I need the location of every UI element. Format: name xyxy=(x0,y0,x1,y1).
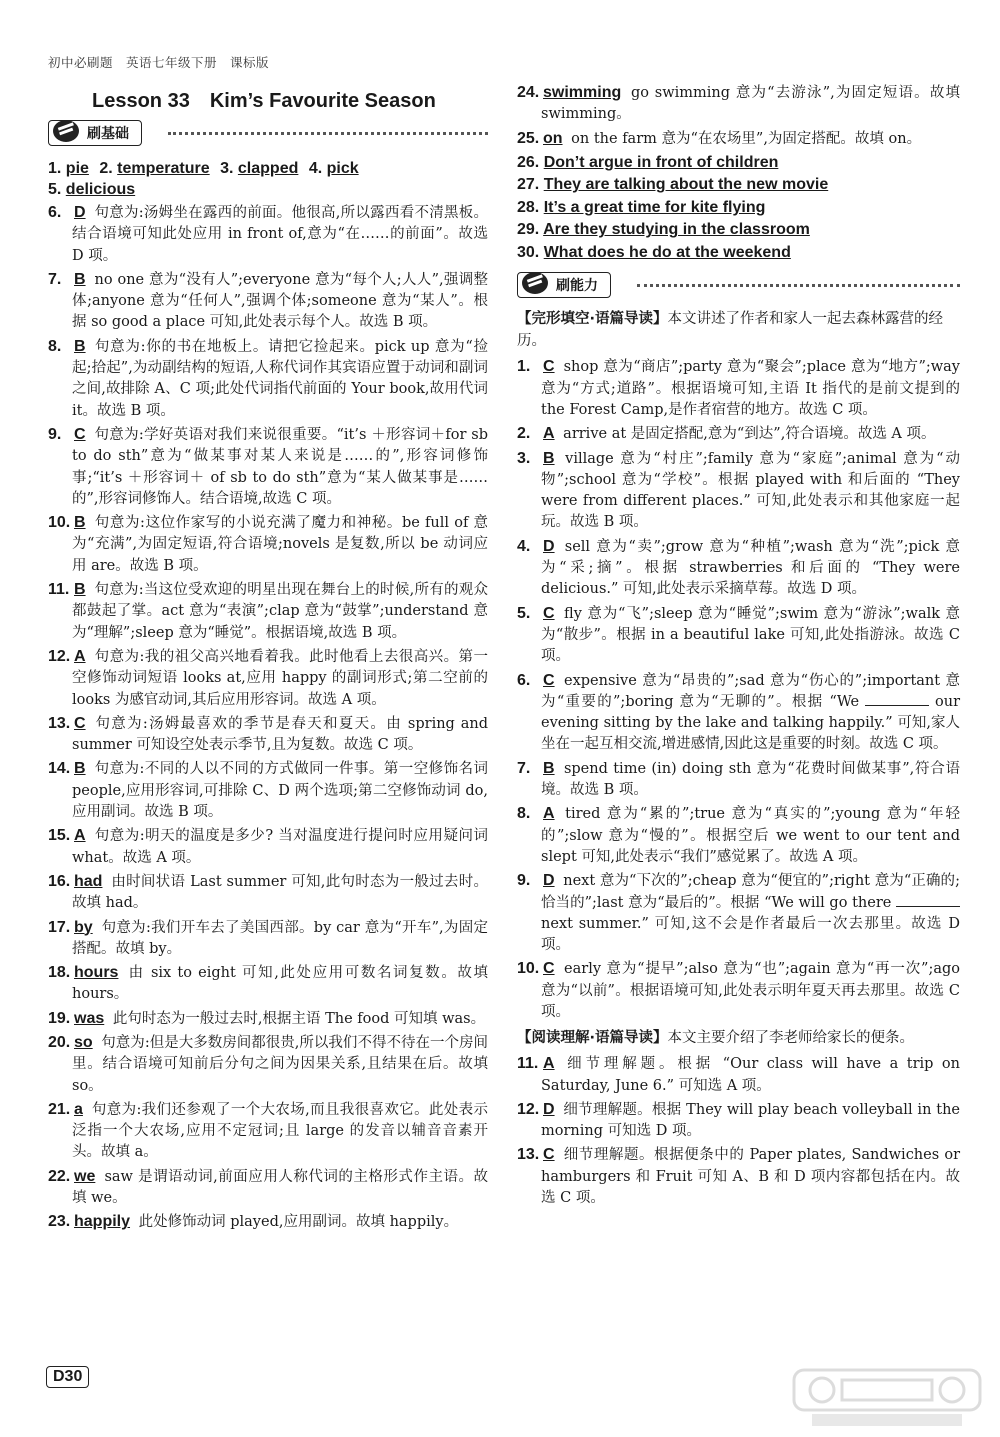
answer-item xyxy=(517,356,960,421)
answer-item xyxy=(517,670,960,756)
item-number: 10. xyxy=(48,514,71,532)
item-number: 12. xyxy=(517,1100,540,1118)
explanation: sell 意为“卖”;grow 意为“种植”;wash 意为“洗”;pick 意为“采;摘”。根据 strawberries 和后面的 “They were delicious.” 可知,此处表示采摘草莓。故选 D 项。 xyxy=(541,538,961,598)
answer-item xyxy=(517,82,960,126)
explanation: next 意为“下次的”;cheap 意为“便宜的”;right 意为“正确的;恰当的”;last 意为“最后的”。根据 “We will go there xyxy=(541,873,960,911)
reading-intro: 【阅读理解·语篇导读】本文主要介绍了李老师给家长的便条。 xyxy=(517,1030,915,1047)
item-number: 15. xyxy=(48,827,71,845)
section-title-ability: 刷能力 xyxy=(556,278,598,295)
answer-item xyxy=(517,1099,960,1143)
answer-item xyxy=(517,536,960,601)
item-number: 9. xyxy=(517,872,531,890)
answer: we xyxy=(74,1167,96,1185)
explanation: 由时间状语 Last summer 可知,此句时态为一般过去时。故填 had。 xyxy=(72,873,488,912)
item-number: 22. xyxy=(48,1167,71,1185)
answer: A xyxy=(543,1055,555,1073)
brush-icon xyxy=(520,269,550,297)
answer-item xyxy=(48,713,488,757)
answer: A xyxy=(74,827,86,845)
answer: It’s a great time for kite flying xyxy=(543,198,766,216)
answer: temperature xyxy=(117,160,210,177)
answer-item xyxy=(517,1144,960,1209)
dotted-divider xyxy=(637,284,960,287)
explanation: early 意为“提早”;also 意为“也”;again 意为“再一次”;ago 意为“以前”。根据语境可知,此处表示明年夏天再去那里。故选 C 项。 xyxy=(541,961,960,1020)
explanation: 句意为:你的书在地板上。请把它捡起来。pick up 意为“捡起;拾起”,为动副结构的短语,人称代词作其宾语应置于动词和副词之间,故排除 A、C 项;此处代词指代前面的 Your book,故用代词 it。故选 B 项。 xyxy=(72,338,488,419)
item-number: 16. xyxy=(48,872,71,890)
answer-item xyxy=(48,202,488,267)
answer: delicious xyxy=(65,181,136,198)
explanation: village 意为“村庄”;family 意为“家庭”;animal 意为“动物”;school 意为“学校”。根据 played with 和后面的 “They were from different places.” 可知,此处表示和其他家庭一起玩。故选 B 项。 xyxy=(541,450,960,531)
explanation: 由 six to eight 可知,此处应用可数名词复数。故填 hours。 xyxy=(72,965,488,1003)
answer: clapped xyxy=(237,160,299,177)
explanation: no one 意为“没有人”;everyone 意为“每个人;人人”,强调整体;anyone 意为“任何人”,强调个体;someone 意为“某人”。根据 so good a place 可知,此处表示每个人。故选 B 项。 xyxy=(72,271,489,331)
item-number: 9. xyxy=(48,425,62,443)
section-banner-basic xyxy=(48,120,488,146)
right-answer-list xyxy=(517,82,960,150)
answer-item xyxy=(48,336,488,422)
answer-item xyxy=(48,1008,488,1030)
answer: D xyxy=(543,1100,555,1118)
answer-item xyxy=(48,579,488,644)
sentence-answer-row: 28. It’s a great time for kite flying xyxy=(517,198,766,216)
answer-item xyxy=(48,1211,488,1233)
explanation: 句意为:我的祖父高兴地看着我。此时他看上去很高兴。第一空修饰动词短语 looks at,应用 happy 的副词形式;第二空前的 looks 为感官动词,其后应用形容词。故选 A 项。 xyxy=(72,648,489,708)
answer: D xyxy=(543,537,555,555)
answer: D xyxy=(74,204,86,221)
explanation: 句意为:我们还参观了一个大农场,而且我很喜欢它。此处表示泛指一个大农场,应用不定冠词;且 large 的发音以辅音音素开头。故填 a。 xyxy=(72,1101,488,1161)
answer: C xyxy=(543,960,555,978)
answer: B xyxy=(543,759,555,777)
explanation: 细节理解题。根据 “Our class will have a trip on Saturday, June 6.” 可知选 A 项。 xyxy=(541,1056,960,1094)
answer: B xyxy=(74,581,86,599)
answer: Are they studying in the classroom xyxy=(543,221,810,239)
sentence-answers xyxy=(517,152,960,265)
cloze-answer-list xyxy=(517,356,960,1023)
answer-item xyxy=(48,871,488,915)
answer: D xyxy=(543,872,555,890)
item-number: 11. xyxy=(517,1055,539,1073)
item-number: 25. xyxy=(517,129,540,147)
explanation: 细节理解题。根据 They will play beach volleyball in the morning 可知选 D 项。 xyxy=(541,1101,960,1140)
explanation: 句意为:明天的温度是多少? 当对温度进行提问时应用疑问词 what。故选 A 项。 xyxy=(72,828,488,866)
explanation: 句意为:汤姆最喜欢的季节是春天和夏天。由 spring and summer 可知设空处表示季节,且为复数。故选 C 项。 xyxy=(72,715,489,754)
answer-item xyxy=(48,1032,488,1097)
answer-item xyxy=(48,825,488,869)
item-number: 20. xyxy=(48,1033,71,1051)
dotted-divider xyxy=(168,132,488,135)
answer: C xyxy=(74,425,86,443)
section-banner-ability xyxy=(517,272,960,298)
cloze-intro: 【完形填空·语篇导读】本文讲述了作者和家人一起去森林露营的经历。 xyxy=(517,311,944,350)
item-number: 4. xyxy=(517,537,531,555)
answer: B xyxy=(74,760,86,778)
item-number: 1. xyxy=(517,358,531,376)
explanation: 细节理解题。根据便条中的 Paper plates, Sandwiches or hamburgers 和 Fruit 可知 A、B 和 D 项内容都包括在内。故选 C 项。 xyxy=(541,1147,960,1207)
book-header: 初中必刷题 英语七年级下册 课标版 xyxy=(48,55,270,70)
answer-item xyxy=(517,870,960,956)
sentence-answer-row: 30. What does he do at the weekend xyxy=(517,243,791,261)
answer: happily xyxy=(74,1213,131,1231)
answer-row-5: 5. delicious xyxy=(48,181,136,198)
item-number: 24. xyxy=(517,84,540,101)
explanation: 句意为:汤姆坐在露西的前面。他很高,所以露西看不清黑板。结合语境可知此处应用 in front of,意为“在……的前面”。故选 D 项。 xyxy=(72,205,488,264)
explanation: arrive at 是固定搭配,意为“到达”,符合语境。故选 A 项。 xyxy=(563,426,936,443)
answer: B xyxy=(74,337,86,355)
blank-line xyxy=(865,693,929,706)
answer-item xyxy=(48,1166,488,1210)
answer-item xyxy=(517,1053,960,1097)
left-column xyxy=(48,120,488,1236)
answer-item xyxy=(517,758,960,802)
answer: hours xyxy=(74,964,119,982)
answer: had xyxy=(74,872,103,890)
answer-item xyxy=(517,128,960,150)
answer-item xyxy=(48,512,488,577)
item-number: 5. xyxy=(517,604,531,622)
answer-item xyxy=(48,424,488,510)
section-title-basic: 刷基础 xyxy=(87,126,129,142)
page-number: D30 xyxy=(46,1366,89,1388)
explanation: shop 意为“商店”;party 意为“聚会”;place 意为“地方”;way 意为“方式;道路”。根据语境可知,主语 It 指代的是前文提到的 the Forest Camp,是作者宿营的地方。故选 C 项。 xyxy=(541,359,960,418)
reading-answer-list xyxy=(517,1053,960,1209)
answer-item xyxy=(517,803,960,868)
left-answer-list xyxy=(48,202,488,1234)
answer: C xyxy=(543,671,555,689)
answer: C xyxy=(74,714,86,732)
explanation: go swimming 意为“去游泳”,为固定短语。故填 swimming。 xyxy=(541,85,960,123)
answer: C xyxy=(543,604,555,622)
answer-item xyxy=(48,1099,488,1164)
item-number: 8. xyxy=(48,337,62,355)
sentence-answer-row: 29. Are they studying in the classroom xyxy=(517,221,810,239)
item-number: 18. xyxy=(48,964,71,982)
answer: swimming xyxy=(543,84,622,101)
explanation: 句意为:这位作家写的小说充满了魔力和神秘。be full of 意为“充满”,为固定短语,符合语境;novels 是复数,所以 be 动词应用 are。故选 B 项。 xyxy=(72,515,489,574)
answer: pick xyxy=(326,160,359,177)
answer-item xyxy=(48,917,488,961)
answer-item xyxy=(48,269,488,334)
item-number: 11. xyxy=(48,581,70,599)
answer: A xyxy=(543,425,555,443)
answer-item xyxy=(517,423,960,445)
item-number: 7. xyxy=(48,270,62,288)
item-number: 13. xyxy=(517,1146,540,1164)
explanation: our evening sitting by the lake and talking happily.” 可知,家人坐在一起互相交流,增进感情,因此这是重要的时刻。故选 C 项。 xyxy=(541,693,961,753)
answer-row-1-4: 1. pie 2. temperature 3. clapped 4. pick xyxy=(48,160,359,177)
answer-item xyxy=(48,962,488,1006)
explanation: tired 意为“累的”;true 意为“真实的”;young 意为“年轻的”;slow 意为“慢的”。根据空后 we went to our tent and slept 可知,此处表示“我们”感觉累了。故选 A 项。 xyxy=(541,806,961,865)
item-number: 12. xyxy=(48,647,71,665)
answer: B xyxy=(543,449,555,467)
item-number: 19. xyxy=(48,1009,71,1027)
answer-item xyxy=(517,958,960,1023)
explanation: 此句时态为一般过去时,根据主语 The food 可知填 was。 xyxy=(112,1010,486,1027)
right-column xyxy=(517,82,960,1211)
item-number: 7. xyxy=(517,759,531,777)
explanation: fly 意为“飞”;sleep 意为“睡觉”;swim 意为“游泳”;walk 意为“散步”。根据 in a beautiful lake 可知,此处指游泳。故选 C 项。 xyxy=(541,605,960,665)
answer: by xyxy=(74,918,93,936)
item-number: 14. xyxy=(48,760,71,778)
answer-item xyxy=(517,448,960,534)
explanation: 句意为:学好英语对我们来说很重要。“it’s ＋形容词＋for sb to do sth”意为“做某事对某人来说是……的”,形容词修饰事;“it’s ＋形容词＋ of sb to do sth”意为“某人做某事是……的”,形容词修饰人。结合语境,故选 C 项。 xyxy=(72,426,489,507)
sentence-answer-row: 27. They are talking about the new movie xyxy=(517,176,829,194)
answer-item xyxy=(48,758,488,823)
answer: A xyxy=(543,805,555,823)
item-number: 2. xyxy=(517,425,531,443)
item-number: 17. xyxy=(48,918,71,936)
explanation: next summer.” 可知,这不会是作者最后一次去那里。故选 D 项。 xyxy=(541,915,960,954)
watermark-logo xyxy=(792,1368,982,1430)
explanation: expensive 意为“昂贵的”;sad 意为“伤心的”;important 意为“重要的”;boring 意为“无聊的”。根据 “We xyxy=(541,672,960,710)
answer-item xyxy=(517,603,960,668)
answer: A xyxy=(74,647,86,665)
explanation: 句意为:当这位受欢迎的明星出现在舞台上的时候,所有的观众都鼓起了掌。act 意为“表演”;clap 意为“鼓掌”;understand 意为“理解”;sleep 意为“睡觉”。根据语境,故选 B 项。 xyxy=(72,582,488,641)
item-number: 23. xyxy=(48,1213,71,1231)
item-number: 10. xyxy=(517,960,540,978)
explanation: on the farm 意为“在农场里”,为固定搭配。故填 on。 xyxy=(571,130,922,147)
lesson-title: Lesson 33 Kim’s Favourite Season xyxy=(92,90,436,112)
item-number: 8. xyxy=(517,805,531,823)
explanation: saw 是谓语动词,前面应用人称代词的主格形式作主语。故填 we。 xyxy=(72,1168,488,1207)
blank-line xyxy=(896,894,960,907)
answer: B xyxy=(74,514,86,532)
answer: C xyxy=(543,358,555,376)
item-number: 6. xyxy=(48,204,62,221)
answer: B xyxy=(74,270,86,288)
item-number: 6. xyxy=(517,671,531,689)
explanation: 句意为:不同的人以不同的方式做同一件事。第一空修饰名词 people,应用形容词,可排除 C、D 两个选项;第二空修饰动词 do,应用副词。故选 B 项。 xyxy=(72,761,489,821)
explanation: 此处修饰动词 played,应用副词。故填 happily。 xyxy=(138,1214,459,1231)
answer: pie xyxy=(65,160,89,177)
item-number: 13. xyxy=(48,714,71,732)
answer-item xyxy=(48,646,488,711)
item-number: 21. xyxy=(48,1100,71,1118)
explanation: 句意为:但是大多数房间都很贵,所以我们不得不待在一个房间里。结合语境可知前后分句之间为因果关系,且结果在后。故填 so。 xyxy=(72,1034,488,1094)
answer: so xyxy=(74,1033,93,1051)
answer: on xyxy=(543,129,563,147)
answer: They are talking about the new movie xyxy=(543,176,829,194)
answer: a xyxy=(74,1100,83,1118)
explanation: 句意为:我们开车去了美国西部。by car 意为“开车”,为固定搭配。故填 by。 xyxy=(72,919,488,957)
answer: C xyxy=(543,1146,555,1164)
answer: Don’t argue in front of children xyxy=(543,153,779,171)
sentence-answer-row: 26. Don’t argue in front of children xyxy=(517,153,779,171)
answer: What does he do at the weekend xyxy=(543,243,791,261)
answer: was xyxy=(74,1009,105,1027)
item-number: 3. xyxy=(517,449,531,467)
brush-icon xyxy=(51,117,81,145)
explanation: spend time (in) doing sth 意为“花费时间做某事”,符合语境。故选 B 项。 xyxy=(541,760,960,799)
